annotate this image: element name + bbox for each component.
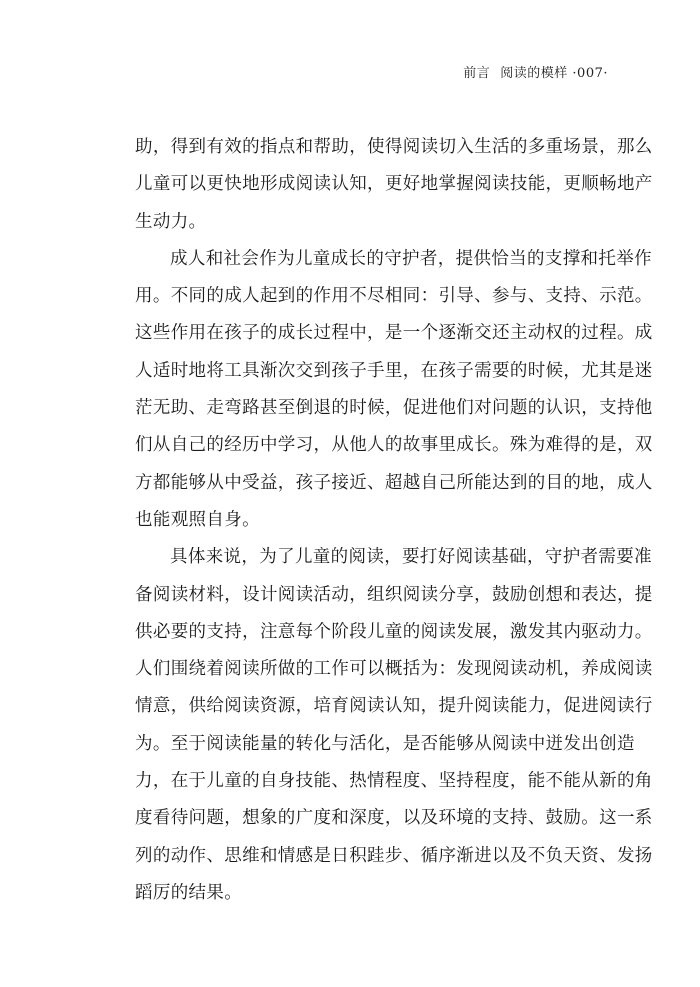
text-line: 供必要的支持，注意每个阶段儿童的阅读发展，激发其内驱动力。 xyxy=(135,621,653,642)
text-line: 人们围绕着阅读所做的工作可以概括为：发现阅读动机，养成阅读 xyxy=(135,659,653,680)
text-line: 儿童可以更快地形成阅读认知，更好地掌握阅读技能，更顺畅地产 xyxy=(135,174,653,195)
header-section: 前言 xyxy=(463,66,491,81)
text-line: 生动力。 xyxy=(135,211,207,232)
text-line: 这些作用在孩子的成长过程中，是一个逐渐交还主动权的过程。成 xyxy=(135,323,653,344)
text-line: 方都能够从中受益，孩子接近、超越自己所能达到的目的地，成人 xyxy=(135,472,653,493)
text-line: 茫无助、走弯路甚至倒退的时候，促进他们对问题的认识，支持他 xyxy=(135,398,653,419)
text-line: 成人和社会作为儿童成长的守护者，提供恰当的支撑和托举作 xyxy=(170,248,652,269)
page-number: ·007· xyxy=(572,66,608,81)
text-line: 为。至于阅读能量的转化与活化，是否能够从阅读中迸发出创造 xyxy=(135,733,635,754)
text-line: 们从自己的经历中学习，从他人的故事里成长。殊为难得的是，双 xyxy=(135,435,653,456)
text-line: 蹈厉的结果。 xyxy=(135,882,243,903)
text-line: 也能观照自身。 xyxy=(135,509,260,530)
text-line: 具体来说，为了儿童的阅读，要打好阅读基础，守护者需要准 xyxy=(170,547,652,568)
text-line: 用。不同的成人起到的作用不尽相同：引导、参与、支持、示范。 xyxy=(135,286,653,307)
header-chapter-title: 阅读的模样 xyxy=(500,66,568,81)
text-line: 列的动作、思维和情感是日积跬步、循序渐进以及不负天资、发扬 xyxy=(135,845,653,866)
text-line: 情意，供给阅读资源，培育阅读认知，提升阅读能力，促进阅读行 xyxy=(135,696,653,717)
text-line: 力，在于儿童的自身技能、热情程度、坚持程度，能不能从新的角 xyxy=(135,771,653,792)
text-line: 助，得到有效的指点和帮助，使得阅读切入生活的多重场景，那么 xyxy=(135,137,653,157)
body-text xyxy=(135,129,653,912)
text-line: 度看待问题，想象的广度和深度，以及环境的支持、鼓励。这一系 xyxy=(135,808,653,829)
text-line: 人适时地将工具渐次交到孩子手里，在孩子需要的时候，尤其是迷 xyxy=(135,360,653,381)
text-line: 备阅读材料，设计阅读活动，组织阅读分享，鼓励创想和表达，提 xyxy=(135,584,653,605)
running-header xyxy=(463,62,608,81)
